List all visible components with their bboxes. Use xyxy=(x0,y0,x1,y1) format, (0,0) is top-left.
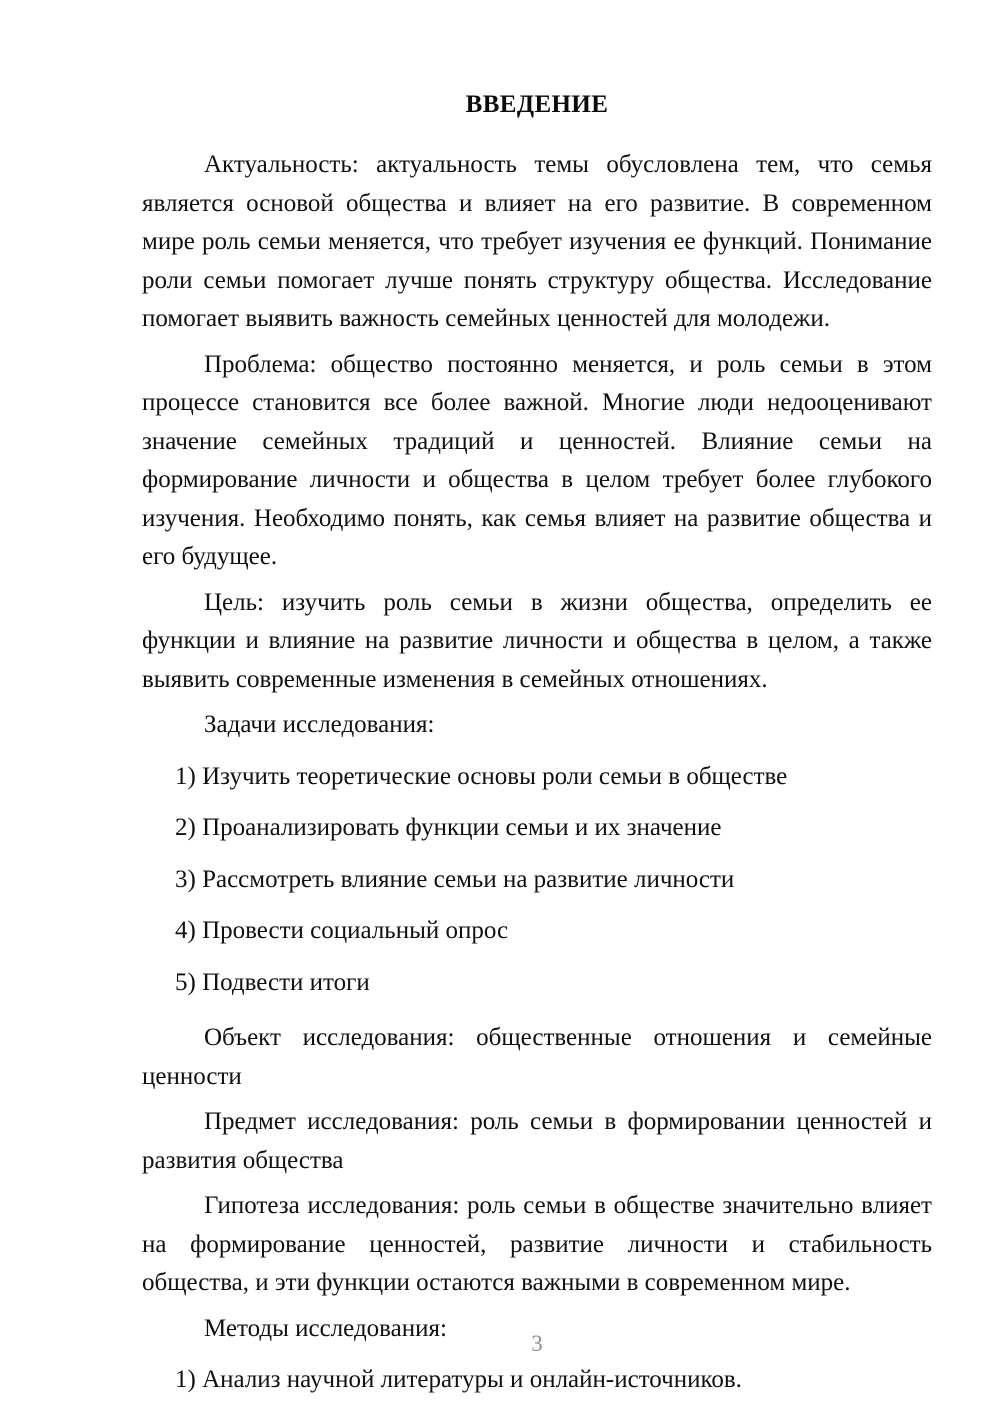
paragraph-object: Объект исследования: общественные отношения и семейные ценности xyxy=(142,1024,932,1090)
document-body xyxy=(142,86,932,1407)
list-item: 3) Рассмотреть влияние семьи на развитие личности xyxy=(175,865,735,893)
list-item: 1) Изучить теоретические основы роли семьи в обществе xyxy=(175,762,788,790)
paragraph-problem: Проблема: общество постоянно меняется, и роль семьи в этом процессе становится все более важной. Многие люди недооценивают значение семейных традиций и ценностей. Влияние семьи на формирование личности и общества в целом требует более глубокого изучения. Необходимо понять, как семья влияет на развитие общества и его будущее. xyxy=(142,350,932,570)
list-item: 4) Провести социальный опрос xyxy=(175,917,509,944)
list-item: 2) Проанализировать функции семьи и их значение xyxy=(175,814,722,841)
list-item: 1) Анализ научной литературы и онлайн-источников. xyxy=(175,1366,742,1393)
heading-tasks: Задачи исследования: xyxy=(204,711,435,738)
paragraph-subject: Предмет исследования: роль семьи в формировании ценностей и развития общества xyxy=(142,1108,932,1174)
paragraph-hypothesis: Гипотеза исследования: роль семьи в обществе значительно влияет на формирование ценностей, развитие личности и стабильность общества, и эти функции остаются важными в современном мире. xyxy=(142,1192,932,1296)
heading-methods: Методы исследования: xyxy=(204,1314,447,1342)
paragraph-goal: Цель: изучить роль семьи в жизни общества, определить ее функции и влияние на развитие личности и общества в целом, а также выявить современные изменения в семейных отношениях. xyxy=(142,588,932,693)
page-number: 3 xyxy=(531,1331,543,1356)
spacer xyxy=(142,1009,932,1019)
list-item: 5) Подвести итоги xyxy=(175,968,370,996)
page-title: ВВЕДЕНИЕ xyxy=(465,91,609,118)
paragraph-relevance: Актуальность: актуальность темы обусловлена тем, что семья является основой общества и влияет на его развитие. В современном мире роль семьи меняется, что требует изучения ее функций. Понимание роли семьи помогает лучше понять структуру общества. Исследование помогает выявить важность семейных ценностей для молодежи. xyxy=(142,151,932,332)
